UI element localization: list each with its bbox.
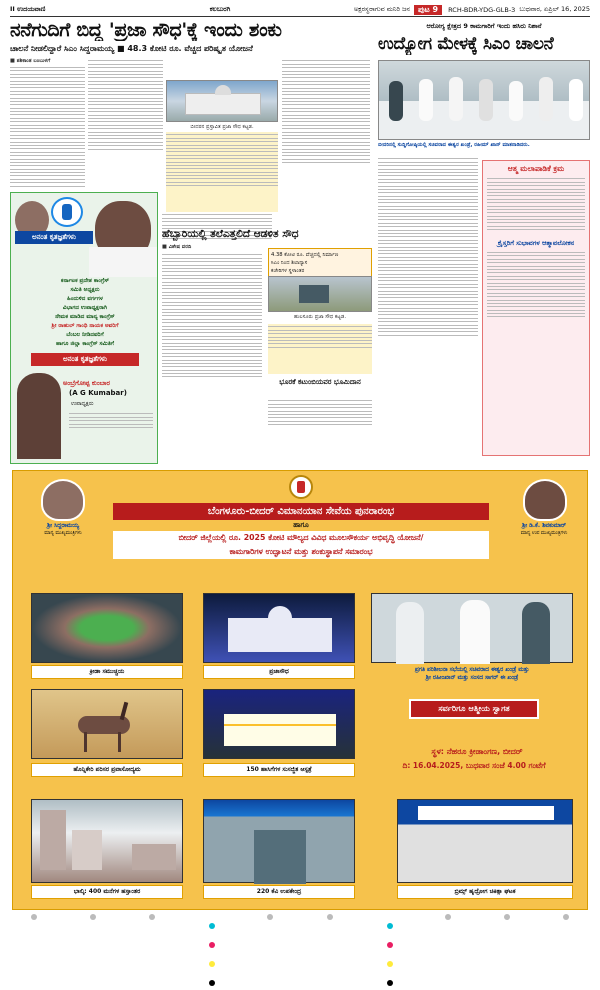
jobfair-photo — [378, 60, 590, 140]
greeting-ad — [10, 192, 158, 464]
mid-text — [162, 252, 262, 462]
greeting-title: ಅನಂತ ಕೃತಜ್ಞತೆಗಳು — [15, 231, 93, 244]
press-meet-photo — [371, 593, 573, 663]
lead-column-2b — [166, 132, 278, 212]
greeting-name-en: (A G Kumabar) — [69, 389, 127, 397]
government-ad — [12, 470, 588, 910]
tile-blackbuck-label: ಹೊನ್ನಿಕೇರಿ ಪರಿಸರ ಪ್ರವಾಸೋದ್ಯಮ — [31, 763, 183, 777]
tile-stadium-label: ಕ್ರೀಡಾ ಸಮುಚ್ಚಯ — [31, 665, 183, 679]
tile-substation — [203, 799, 355, 883]
ad-heading-2: ಬೀದರ್ ಜಿಲ್ಲೆಯಲ್ಲಿ ರೂ. 2025 ಕೋಟಿ ಮೌಲ್ಯದ ವಿವಿಧ ಮೂಲಸೌಕರ್ಯ ಅಭಿವೃದ್ಧಿ ಯೋಜನೆ/ — [113, 531, 489, 545]
lead-column-2 — [88, 58, 163, 188]
tile-houses — [31, 799, 183, 883]
right-kicker: ಆರೋಗ್ಯ ಕ್ಷೇತ್ರದ 9 ಕಾಮಗಾರಿಗೆ ಇಂದು ಹಸಿರು ನಿಶಾನೆ — [426, 22, 542, 30]
greeting-name: ಅಂಬ್ರೆಗೋಪ್ಪ ಕುಂಬಾರ — [63, 379, 110, 387]
header-center: ಅಕ್ಷರಸ್ಥರಾಗುವ ಮನಿರಿ ಜನ — [353, 5, 410, 13]
mid-byline: ■ ವಿಶೇಷ ವರದಿ — [162, 244, 192, 250]
tile-stadium — [31, 593, 183, 663]
left-leader-name: ಶ್ರೀ ಸಿದ್ದರಾಮಯ್ಯ — [46, 523, 80, 529]
edition-code: RCH-BDR-YDG-GLB-3 — [448, 5, 516, 14]
mid-headline: ಹೆಬ್ಬಾರಿಯಲ್ಲಿ ತಲೆಎತ್ತಲಿದೆ ಆಡಳಿತ ಸೌಧ — [162, 228, 299, 240]
tile-substation-label: 220 ಕೆವಿ ಉಪಕೇಂದ್ರ — [203, 885, 355, 899]
tile-hospital-label: 150 ಹಾಸಿಗೆಗಳ ಸುಸಜ್ಜಿತ ಆಸ್ಪತ್ರೆ — [203, 763, 355, 777]
tile-prajasoudha — [203, 593, 355, 663]
text-block — [10, 67, 85, 187]
congress-hand-icon — [51, 197, 83, 227]
page-header — [10, 3, 590, 17]
press-meet-caption-2: ಶ್ರೀ ರಹೀಂಖಾನ್ ಮತ್ತು ಸಂಸದ ಸಾಗರ್ ಈ ಖಂಡ್ರೆ — [425, 675, 519, 681]
ad-heading-3: ಕಾಮಗಾರಿಗಳ ಉದ್ಘಾಟನೆ ಮತ್ತು ಶಂಕುಸ್ಥಾಪನೆ ಸಮಾರಂಭ — [113, 545, 489, 559]
greeting-lines: ಕರ್ನಾಟಕ ಪ್ರದೇಶ ಕಾಂಗ್ರೆಸ್ ಸಮಿತಿ ಅಧ್ಯಕ್ಷರು ಹಿಂದುಳಿದ ವರ್ಗಗಳ ವಿಭಾಗದ ಉಪಾಧ್ಯಕ್ಷರಾಗಿ ನೇಮಕ ಮಾಡಿದ ಮಾನ್ಯ ಕಾಂಗ್ರೆಸ್ ಶ್ರೀ ರಾಹುಲ್ ಗಾಂಧಿ ನಾಯಕ ಅವರಿಗೆ ಬೆಂಬಲ ನೀಡಿದವರಿಗೆ ಹಾಗೂ ಜಿಲ್ಲಾ ಕಾಂಗ್ರೆಸ್ ಸಮಿತಿಗೆ — [51, 278, 119, 347]
tile-brims-label: ಬ್ರಿಮ್ಸ್ ಹೃದ್ರೋಗ ಚಿಕಿತ್ಸಾ ಘಟಕ — [397, 885, 573, 899]
dkshivakumar-photo — [523, 479, 567, 521]
left-leader-role: ಮಾನ್ಯ ಮುಖ್ಯಮಂತ್ರಿಗಳು — [44, 531, 82, 536]
tile-houses-label: ಭಾಲ್ಕಿ: 400 ಮನೆಗಳ ಹಸ್ತಾಂತರ — [31, 885, 183, 899]
hulsoor-caption: ಹುಲಸೂರು ಪ್ರಜಾ ಸೌಧ ಕಟ್ಟಡ. — [294, 314, 346, 320]
greeting-role: ಉಪಾಧ್ಯಕ್ಷರು — [71, 401, 94, 407]
venue: ಸ್ಥಳ: ನೆಹರೂ ಕ್ರೀಡಾಂಗಣ, ಬೀದರ್ — [431, 747, 523, 756]
sidebar-subheadline: ಕ್ರೈಸ್ತರಿಗೆ ಸುಭಾವಗಳ ಆತ್ಮಾವಲೋಕನ — [497, 238, 575, 247]
greeting-footer-title: ಅನಂತ ಕೃತಜ್ಞತೆಗಳು — [31, 353, 139, 366]
ad-and: ಹಾಗೂ — [293, 521, 309, 529]
jobfair-caption: ಬೀದರಿನಲ್ಲಿ ಸುದ್ದಿಗೋಷ್ಠಿಯಲ್ಲಿ ಸಚಿವರಾದ ಈಶ್ವರ ಖಂಡ್ರೆ, ರಹೀಮ್ ಖಾನ್ ಮಾತನಾಡಿದರು. — [378, 142, 530, 148]
ad-heading-1: ಬೆಂಗಳೂರು-ಬೀದರ್ ವಿಮಾನಯಾನ ಸೇವೆಯ ಪುನರಾರಂಭ — [113, 503, 489, 520]
right-sidebar — [482, 160, 590, 456]
lead-subhead: ಚಾಲನೆ ನೀಡಲಿದ್ದಾರೆ ಸಿಎಂ ಸಿದ್ದರಾಮಯ್ಯ ■ 48.3 ಕೋಟಿ ರೂ. ವೆಚ್ಚದ ಪರಿಷ್ಕೃತ ಯೋಜನೆ — [10, 44, 253, 53]
right-leader-name: ಶ್ರೀ ಡಿ.ಕೆ. ಶಿವಕುಮಾರ್ — [522, 523, 566, 529]
lead-byline: ■ ಶಶಿಕಾಂತ ಬಂಬುಳಗೆ — [10, 58, 51, 64]
masthead-left: II ಉದಯವಾಣಿ — [10, 5, 46, 13]
mid-bullets: 4.38 ಕೋಟಿ ರೂ. ವೆಚ್ಚದಲ್ಲಿ ನಿರ್ಮಾಣ ಸಿಎಂ ನಿಂದ ಶಿಲಾನ್ಯಾಸ ಕಚೇರಿಗಳ ಸ್ಥಳಾಂತರ — [268, 248, 372, 278]
siddaramaiah-photo — [41, 479, 85, 521]
sidebar-headline: ಆತ್ಮ ಮಲಾಪಾಡಿಕೆ ಕ್ರಮ — [507, 164, 565, 173]
prajasoudha-caption: ಬೀದರನ ಪ್ರಸ್ತಾವಿತ ಪ್ರಜಾ ಸೌಧ ಕಟ್ಟಡ. — [190, 124, 254, 130]
print-registration-marks — [30, 914, 570, 920]
lead-column-3 — [282, 58, 370, 208]
small-story-text — [268, 398, 372, 460]
page-number: ಪುಟ 9 — [414, 5, 442, 15]
event-datetime: ದಿ: 16.04.2025, ಬುಧವಾರ ಸಂಜೆ 4.00 ಗಂಟೆಗೆ — [402, 761, 546, 770]
right-leader-role: ಮಾನ್ಯ ಉಪ ಮುಖ್ಯಮಂತ್ರಿಗಳು — [520, 531, 568, 536]
tile-hospital — [203, 689, 355, 759]
karnataka-emblem-icon — [289, 475, 313, 499]
tile-brims — [397, 799, 573, 883]
lead-headline: ನನೆಗುದಿಗೆ ಬಿದ್ದ 'ಪ್ರಜಾ ಸೌಧ'ಕ್ಕೆ ಇಂದು ಶಂಕು — [10, 19, 282, 41]
right-headline: ಉದ್ಯೋಗ ಮೇಳಕ್ಕೆ ಸಿಎಂ ಚಾಲನೆ — [378, 34, 554, 54]
tile-prajasoudha-label: ಪ್ರಜಾಸೌಧ — [203, 665, 355, 679]
page-date: ಬುಧವಾರ, ಏಪ್ರಿಲ್ 16, 2025 — [519, 5, 590, 13]
welcome-banner: ಸರ್ವರಿಗೂ ಆತ್ಮೀಯ ಸ್ವಾಗತ — [409, 699, 539, 719]
section-name: ಕಲಬುರಗಿ — [209, 5, 231, 13]
tile-blackbuck — [31, 689, 183, 759]
small-story-headline: ಭೂರಕೆ ಕಟುಂಬಿಯವರ ಭೂಮಿದಾನ — [279, 378, 361, 386]
press-meet-caption: ಪ್ರಗತಿ ಪರಿಶೀಲನಾ ಸಭೆಯಲ್ಲಿ ಸಚಿವರಾದ ಈಶ್ವರ ಖಂಡ್ರೆ ಮತ್ತು — [414, 667, 530, 673]
prajasoudha-photo — [166, 80, 278, 122]
kumabar-photo — [17, 373, 61, 459]
mid-text-2 — [268, 324, 372, 374]
hulsoor-photo — [268, 276, 372, 312]
right-text-col1 — [378, 156, 478, 454]
